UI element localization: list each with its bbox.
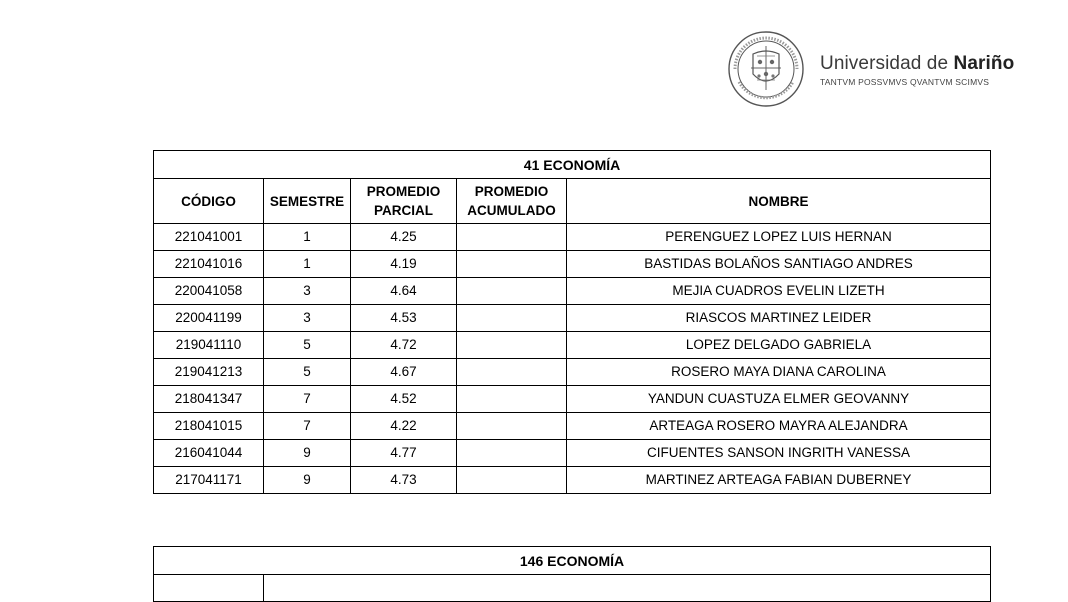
- table-title: 146 ECONOMÍA: [154, 547, 991, 575]
- cell-semestre: 3: [264, 305, 351, 332]
- column-header-nombre: NOMBRE: [567, 179, 991, 224]
- cell-acumulado: [457, 305, 567, 332]
- cell-semestre: 7: [264, 386, 351, 413]
- table-row: [154, 386, 991, 413]
- cell-parcial: 4.72: [351, 332, 457, 359]
- cell-nombre: MARTINEZ ARTEAGA FABIAN DUBERNEY: [567, 467, 991, 494]
- table-row: [154, 467, 991, 494]
- table-row: [154, 359, 991, 386]
- cell-acumulado: [457, 251, 567, 278]
- cell-parcial: 4.64: [351, 278, 457, 305]
- cell-semestre: 9: [264, 440, 351, 467]
- cell-parcial: 4.77: [351, 440, 457, 467]
- cell-acumulado: [457, 278, 567, 305]
- cell-parcial: 4.53: [351, 305, 457, 332]
- cell-codigo: 218041347: [154, 386, 264, 413]
- cell-nombre: PERENGUEZ LOPEZ LUIS HERNAN: [567, 224, 991, 251]
- table-row: [154, 305, 991, 332]
- cell-codigo: 217041171: [154, 467, 264, 494]
- cell-codigo: 216041044: [154, 440, 264, 467]
- cell-semestre: 1: [264, 251, 351, 278]
- cell-semestre: 1: [264, 224, 351, 251]
- cell-semestre: 7: [264, 413, 351, 440]
- cell-acumulado: [457, 440, 567, 467]
- university-brand: [820, 53, 1014, 87]
- cell-acumulado: [457, 224, 567, 251]
- grades-table-41: [153, 150, 991, 494]
- cell-codigo: 218041015: [154, 413, 264, 440]
- column-header-promedio-acumulado: PROMEDIO ACUMULADO: [457, 179, 567, 224]
- table-row: [154, 278, 991, 305]
- cell-semestre: 3: [264, 278, 351, 305]
- column-header-semestre: SEMESTRE: [264, 179, 351, 224]
- document-header: [727, 28, 1057, 112]
- grades-table-146: [153, 546, 991, 602]
- cell-codigo: 220041199: [154, 305, 264, 332]
- column-header-promedio-parcial: PROMEDIO PARCIAL: [351, 179, 457, 224]
- table-row: [154, 251, 991, 278]
- cell-parcial: 4.25: [351, 224, 457, 251]
- cell-parcial: 4.52: [351, 386, 457, 413]
- table-row: [154, 413, 991, 440]
- table-row: [154, 440, 991, 467]
- cell-codigo: 219041110: [154, 332, 264, 359]
- cell-acumulado: [457, 467, 567, 494]
- table-row: [154, 575, 991, 602]
- cell-parcial: 4.73: [351, 467, 457, 494]
- cell-acumulado: [457, 386, 567, 413]
- cell-nombre: MEJIA CUADROS EVELIN LIZETH: [567, 278, 991, 305]
- cell-nombre: YANDUN CUASTUZA ELMER GEOVANNY: [567, 386, 991, 413]
- table-row: [154, 332, 991, 359]
- university-seal-icon: [727, 30, 805, 108]
- cell-codigo: 221041016: [154, 251, 264, 278]
- cell-nombre: LOPEZ DELGADO GABRIELA: [567, 332, 991, 359]
- cell-nombre: CIFUENTES SANSON INGRITH VANESSA: [567, 440, 991, 467]
- cell-parcial: 4.67: [351, 359, 457, 386]
- cell-nombre: BASTIDAS BOLAÑOS SANTIAGO ANDRES: [567, 251, 991, 278]
- university-name: Universidad de Nariño: [820, 53, 1015, 74]
- column-header-codigo: CÓDIGO: [154, 179, 264, 224]
- cell-codigo: 219041213: [154, 359, 264, 386]
- cell-codigo: 221041001: [154, 224, 264, 251]
- table-row: [154, 224, 991, 251]
- cell-nombre: ARTEAGA ROSERO MAYRA ALEJANDRA: [567, 413, 991, 440]
- cell-parcial: 4.22: [351, 413, 457, 440]
- cell-acumulado: [457, 359, 567, 386]
- cell-semestre: 5: [264, 332, 351, 359]
- cell-acumulado: [457, 332, 567, 359]
- university-motto: TANTVM POSSVMVS QVANTVM SCIMVS: [820, 77, 990, 87]
- cell-semestre: 5: [264, 359, 351, 386]
- cell-nombre: RIASCOS MARTINEZ LEIDER: [567, 305, 991, 332]
- cell-codigo: 220041058: [154, 278, 264, 305]
- cell-semestre: 9: [264, 467, 351, 494]
- cell-acumulado: [457, 413, 567, 440]
- table-title: 41 ECONOMÍA: [154, 151, 991, 179]
- cell-parcial: 4.19: [351, 251, 457, 278]
- cell-nombre: ROSERO MAYA DIANA CAROLINA: [567, 359, 991, 386]
